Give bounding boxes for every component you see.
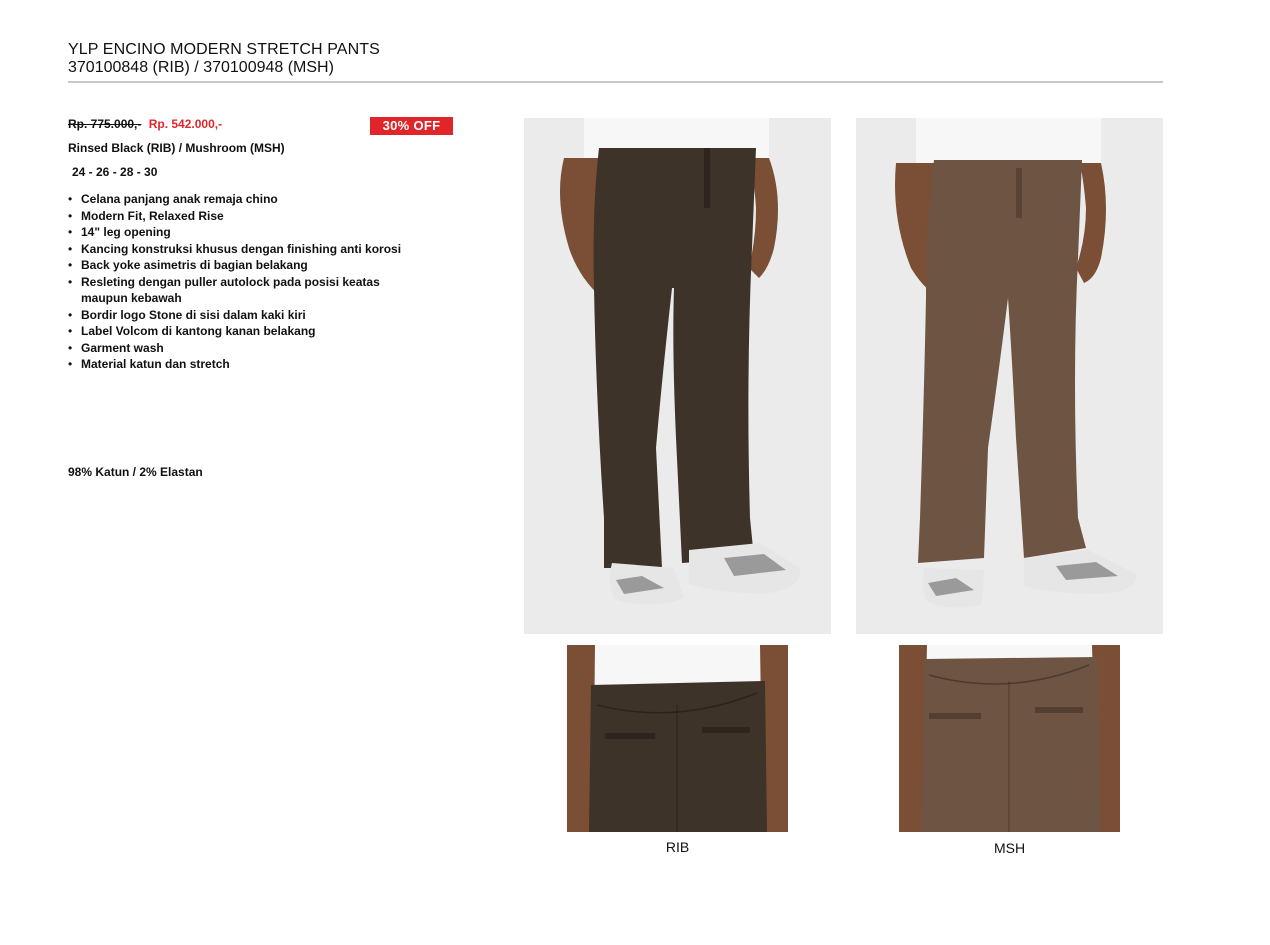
feature-item: • 14" leg opening (68, 224, 408, 241)
original-price: Rp. 775.000,- (68, 117, 142, 131)
msh-front-photo (856, 118, 1163, 634)
rib-front-photo (524, 118, 831, 634)
msh-back-photo (899, 645, 1120, 832)
feature-item: • Modern Fit, Relaxed Rise (68, 208, 408, 225)
rib-back-photo (567, 645, 788, 832)
feature-item: • Label Volcom di kantong kanan belakang (68, 323, 408, 340)
feature-item: • Kancing konstruksi khusus dengan finishing anti korosi (68, 241, 408, 258)
feature-item: • Material katun dan stretch (68, 356, 408, 373)
price-row (68, 117, 222, 131)
product-title: YLP ENCINO MODERN STRETCH PANTS (68, 41, 380, 58)
product-codes: 370100848 (RIB) / 370100948 (MSH) (68, 59, 334, 76)
feature-item: • Back yoke asimetris di bagian belakang (68, 257, 408, 274)
color-variants: Rinsed Black (RIB) / Mushroom (MSH) (68, 141, 285, 155)
header-divider (68, 81, 1163, 83)
feature-list (68, 191, 408, 373)
rib-caption: RIB (665, 839, 690, 855)
product-header (68, 41, 1163, 77)
feature-item: • Celana panjang anak remaja chino (68, 191, 408, 208)
msh-caption: MSH (993, 840, 1026, 856)
size-list: 24 - 26 - 28 - 30 (72, 165, 158, 179)
discount-badge: 30% OFF (370, 117, 453, 135)
feature-item: • Bordir logo Stone di sisi dalam kaki kiri (68, 307, 408, 324)
feature-item: • Garment wash (68, 340, 408, 357)
feature-item: • Resleting dengan puller autolock pada posisi keatas maupun kebawah (68, 274, 408, 307)
material-composition: 98% Katun / 2% Elastan (68, 465, 203, 479)
sale-price: Rp. 542.000,- (148, 117, 223, 131)
